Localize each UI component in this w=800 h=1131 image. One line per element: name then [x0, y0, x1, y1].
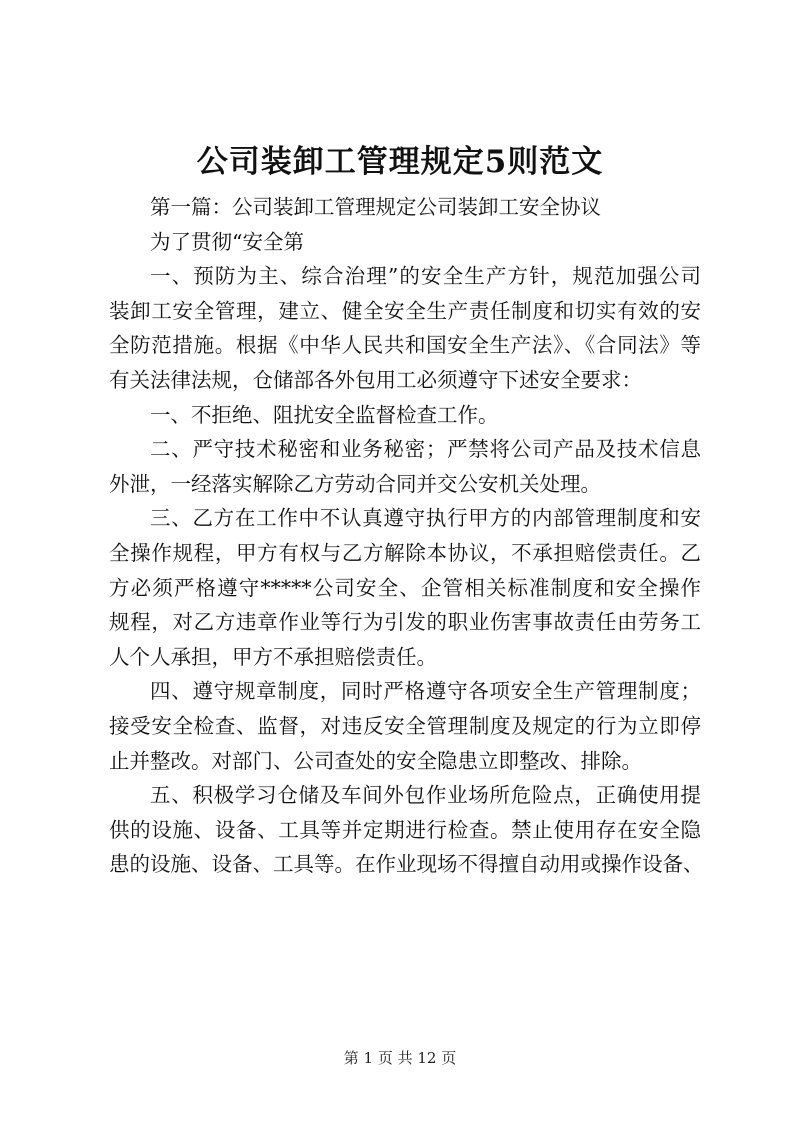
text-line: 五、积极学习仓储及车间外包作业场所危险点，正确使用提	[150, 783, 701, 808]
text-line: 方必须严格遵守*****公司安全、企管相关标准制度和安全操作	[109, 575, 701, 600]
text-line: 外泄，一经落实解除乙方劳动合同并交公安机关处理。	[109, 471, 601, 496]
document-body	[109, 190, 704, 882]
text-line: 有关法律法规，仓储部各外包用工必须遵守下述安全要求：	[109, 367, 642, 392]
paragraph	[109, 778, 704, 882]
paragraph	[109, 190, 701, 225]
text-line: 装卸工安全管理，建立、健全安全生产责任制度和切实有效的安	[109, 298, 701, 323]
text-line: 供的设施、设备、工具等并定期进行检查。禁止使用存在安全隐	[109, 817, 701, 842]
text-line: 止并整改。对部门、公司查处的安全隐患立即整改、排除。	[109, 748, 642, 773]
paragraph	[109, 501, 701, 674]
text-line: 一、预防为主、综合治理”的安全生产方针，规范加强公司	[150, 264, 701, 289]
text-line: 全操作规程，甲方有权与乙方解除本协议，不承担赔偿责任。乙	[109, 540, 701, 565]
text-line: 患的设施、设备、工具等。在作业现场不得擅自动用或操作设备、	[109, 852, 704, 877]
text-line: 第一篇：公司装卸工管理规定公司装卸工安全协议	[150, 195, 601, 219]
text-line: 一、不拒绝、阻扰安全监督检查工作。	[150, 402, 499, 427]
document-title: 公司装卸工管理规定5则范文	[196, 144, 604, 180]
text-line: 四、遵守规章制度，同时严格遵守各项安全生产管理制度；	[150, 679, 701, 704]
text-line: 三、乙方在工作中不认真遵守执行甲方的内部管理制度和安	[150, 506, 701, 531]
paragraph	[109, 398, 701, 433]
paragraph	[109, 674, 701, 778]
paragraph	[109, 225, 701, 260]
text-line: 为了贯彻“安全第	[150, 229, 304, 254]
text-line: 二、严守技术秘密和业务秘密；严禁将公司产品及技术信息	[150, 437, 701, 462]
text-line: 人个人承担，甲方不承担赔偿责任。	[109, 644, 437, 669]
paragraph	[109, 432, 701, 501]
text-line: 接受安全检查、监督，对违反安全管理制度及规定的行为立即停	[109, 713, 701, 738]
text-line: 全防范措施。根据《中华人民共和国安全生产法》、《合同法》等	[109, 333, 701, 358]
page-number-footer: 第 1 页 共 12 页	[343, 1049, 457, 1067]
paragraph	[109, 259, 701, 397]
text-line: 规程，对乙方违章作业等行为引发的职业伤害事故责任由劳务工	[109, 610, 701, 635]
